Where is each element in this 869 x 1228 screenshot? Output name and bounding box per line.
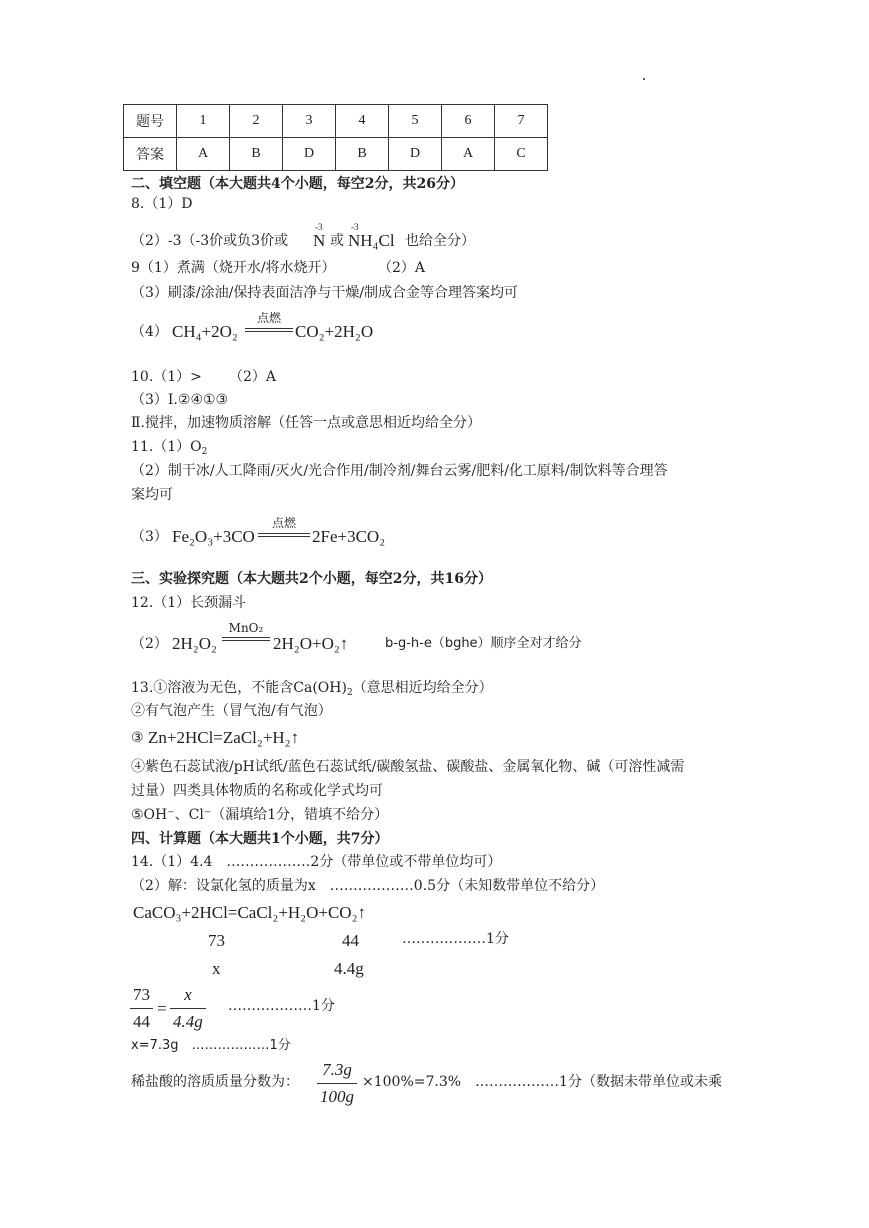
table-cell: 5 [389, 105, 442, 138]
table-cell: D [283, 138, 336, 171]
answer-line: 9（1）煮满（烧开水/将水烧开） [131, 260, 336, 276]
equals-arrow [245, 328, 293, 332]
chem-formula: 2H₂O₂ [172, 634, 217, 653]
fraction-denominator: 44 [130, 1008, 153, 1032]
answer-line: 案均可 [131, 487, 173, 503]
fraction-numerator: 7.3g [322, 1060, 352, 1079]
reaction-condition [258, 514, 310, 537]
answer-line: 14.（1）4.4 ………………2分（带单位或不带单位均可） [131, 854, 502, 870]
equals-arrow [222, 637, 270, 641]
subscript: 2 [201, 447, 208, 457]
equals-arrow [258, 533, 310, 537]
oxidation-state: -3 [351, 222, 359, 232]
answer-line: （2）-3（-3价或负3价或 [131, 233, 289, 249]
table-cell: 2 [230, 105, 283, 138]
answer-line: ⑤OH⁻、Cl⁻（漏填给1分，错填不给分） [131, 807, 389, 823]
answer-line: 稀盐酸的溶质质量分数为： [131, 1074, 299, 1090]
answer-line: （2）A [378, 260, 426, 276]
chem-formula: NH₄Cl [348, 231, 395, 250]
section-heading: 四、计算题（本大题共1个小题，共7分） [131, 831, 389, 847]
answer-line: 过量）四类具体物质的名称或化学式均可 [131, 783, 383, 799]
chem-formula: N [313, 231, 326, 250]
answer-line: 12.（1）长颈漏斗 [131, 595, 247, 611]
answer-line: ×100%=7.3% ………………1分（数据未带单位或未乘 [362, 1074, 722, 1090]
condition-label: 点燃 [271, 516, 296, 530]
answer-line: ④紫色石蕊试液/pH试纸/蓝色石蕊试纸/碳酸氢盐、碳酸盐、金属氧化物、碱（可溶性减需 [131, 759, 685, 775]
score-dots: ………………1分 [228, 998, 335, 1014]
table-cell: B [230, 138, 283, 171]
equals-sign: = [157, 999, 167, 1018]
fraction [170, 985, 206, 1032]
chem-formula: 2H₂O+O₂↑ [273, 634, 349, 653]
reaction-condition [245, 309, 293, 332]
table-row [124, 138, 548, 171]
table-cell: D [389, 138, 442, 171]
table-cell: B [336, 138, 389, 171]
section-heading: 二、填空题（本大题共4个小题，每空2分，共26分） [131, 176, 464, 192]
answer-line: （2）解：设氯化氢的质量为x ………………0.5分（未知数带单位不给分） [131, 878, 605, 894]
answer-line: 或 [330, 233, 344, 249]
answer-line: x=7.3g ………………1分 [131, 1038, 291, 1053]
answer-line: 也给全分） [405, 233, 475, 249]
condition-label: 点燃 [256, 311, 281, 325]
table-cell: 答案 [124, 138, 177, 171]
answer-line: ②有气泡产生（冒气泡/有气泡） [131, 703, 332, 719]
chem-formula: 2Fe+3CO₂ [312, 527, 386, 546]
fraction-numerator: x [184, 985, 192, 1004]
fraction-denominator: 100g [317, 1083, 357, 1107]
score-dots: ………………1分 [402, 931, 509, 947]
chem-formula: Fe₂O₃+3CO [172, 527, 255, 546]
table-cell: 7 [495, 105, 548, 138]
fraction-numerator: 73 [133, 985, 150, 1004]
page-mark [643, 78, 645, 80]
reaction-condition [222, 621, 270, 641]
answer-line: （3）刷漆/涂油/保持表面洁净与干燥/制成合金等合理答案均可 [131, 285, 519, 301]
table-cell: 3 [283, 105, 336, 138]
answer-line: Ⅱ.搅拌，加速物质溶解（任答一点或意思相近均给全分） [131, 415, 481, 431]
answer-text: （意思相近均给全分） [352, 680, 493, 696]
chem-formula: CH₄+2O₂ [172, 322, 238, 341]
ratio-number: 73 [208, 931, 225, 950]
fraction [130, 985, 153, 1032]
answer-line: b-g-h-e（bghe）顺序全对才给分 [385, 636, 582, 651]
table-cell: A [177, 138, 230, 171]
table-cell: 4 [336, 105, 389, 138]
table-cell: A [442, 138, 495, 171]
fraction-denominator: 4.4g [170, 1008, 206, 1032]
section-heading: 三、实验探究题（本大题共2个小题，每空2分，共16分） [131, 571, 492, 587]
answer-line: （2） [131, 636, 168, 652]
answer-line: （4） [131, 324, 168, 340]
answer-table [123, 104, 548, 171]
answer-line: （3）Ⅰ.②④①③ [131, 392, 229, 408]
answer-line: （3） [131, 529, 168, 545]
chem-formula: CaCO₃+2HCl=CaCl₂+H₂O+CO₂↑ [133, 903, 367, 922]
mass-value: 4.4g [334, 959, 364, 978]
answer-line: （2）制干冰/人工降雨/灭火/光合作用/制冷剂/舞台云雾/肥料/化工原料/制饮料等合理答 [131, 463, 668, 479]
table-cell: C [495, 138, 548, 171]
subscript: 2 [346, 688, 353, 698]
answer-line [131, 681, 493, 698]
table-row [124, 105, 548, 138]
ratio-number: 44 [342, 931, 359, 950]
answer-line: ③ [131, 730, 144, 746]
answer-line [131, 440, 207, 457]
answer-line: 8.（1）D [131, 196, 193, 212]
table-cell: 6 [442, 105, 495, 138]
answer-text: 13.①溶液为无色，不能含Ca(OH) [131, 680, 347, 696]
oxidation-state: -3 [315, 222, 323, 232]
answer-line: （2）A [229, 369, 277, 385]
answer-text: 11.（1）O [131, 439, 202, 455]
condition-label: MnO₂ [228, 621, 264, 635]
answer-line: 10.（1）> [131, 369, 202, 385]
table-cell: 1 [177, 105, 230, 138]
unknown-x: x [212, 959, 221, 978]
chem-formula: Zn+2HCl=ZaCl₂+H₂↑ [148, 728, 300, 747]
fraction [317, 1060, 357, 1107]
chem-formula: CO₂+2H₂O [295, 322, 374, 341]
table-cell: 题号 [124, 105, 177, 138]
